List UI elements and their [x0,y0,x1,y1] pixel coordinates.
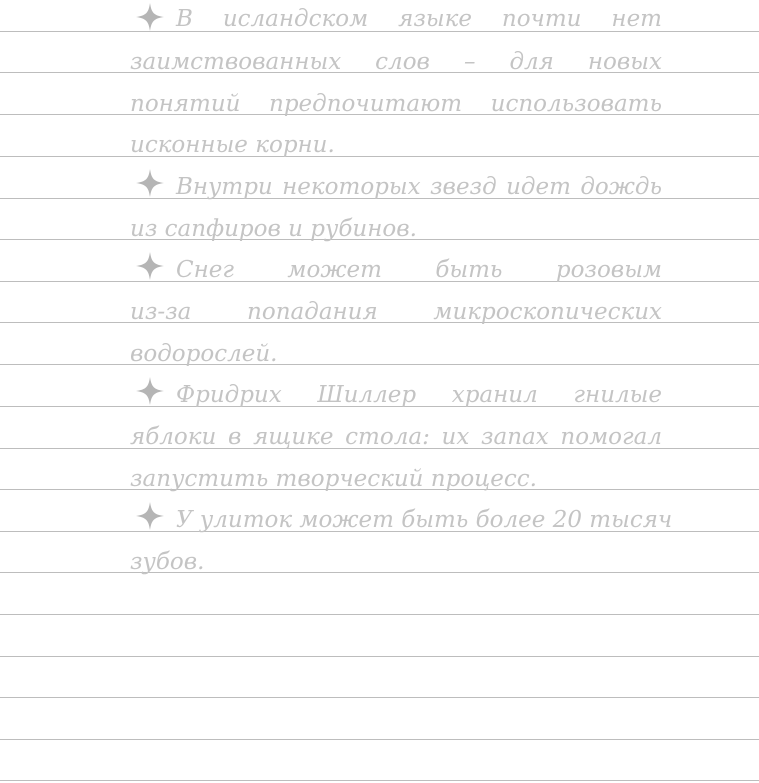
sparkle-star-icon [135,376,165,406]
fact-1-line-1: В исландском языке почти нет [176,6,662,32]
fact-2-line-2: из сапфиров и рубинов. [130,216,417,242]
sparkle-star-icon [135,501,165,531]
fact-1-line-2: заимствованных слов – для новых [130,49,662,75]
sparkle-star-icon [135,2,165,32]
ruled-line [0,614,759,615]
ruled-line [0,656,759,657]
ruled-line [0,739,759,740]
sparkle-star-icon [135,251,165,281]
fact-5-line-2: зубов. [130,549,205,575]
ruled-line [0,697,759,698]
fact-1-line-3: понятий предпочитают использовать [130,91,662,117]
fact-3-line-1: Снег может быть розовым [176,257,662,283]
fact-4-line-3: запустить творческий процесс. [130,466,537,492]
fact-2-line-1: Внутри некоторых звезд идет дождь [176,174,662,200]
fact-3-line-2: из-за попадания микроскопических [130,299,662,325]
fact-4-line-1: Фридрих Шиллер хранил гнилые [176,382,662,408]
fact-1-line-4: исконные корни. [130,132,335,158]
sparkle-star-icon [135,168,165,198]
ruled-line [0,780,759,781]
fact-3-line-3: водорослей. [130,341,278,367]
fact-4-line-2: яблоки в ящике стола: их запах помогал [130,424,662,450]
fact-5-line-1: У улиток может быть более 20 тысяч [176,507,673,533]
